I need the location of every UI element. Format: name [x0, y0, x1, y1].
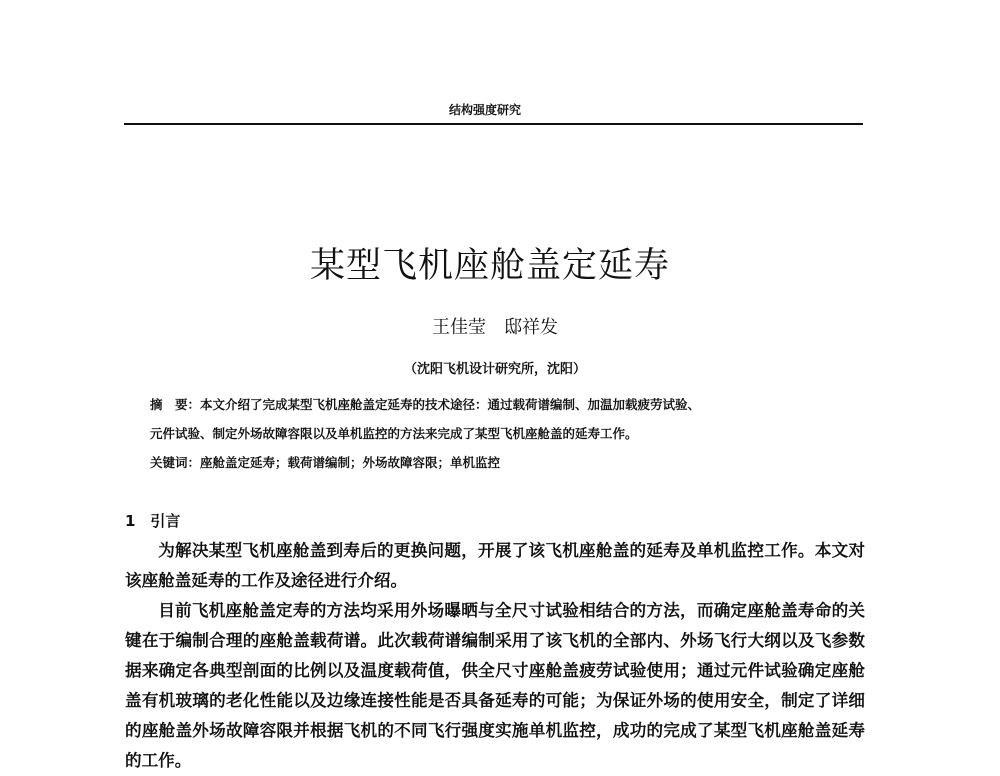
paper-title: 某型飞机座舱盖定延寿 [309, 246, 670, 286]
abstract-line-1 [150, 395, 700, 413]
keywords [150, 453, 500, 471]
keywords-label: 关键词： [150, 455, 201, 470]
running-head: 结构强度研究 [448, 103, 521, 117]
section-heading: 1 引言 [125, 512, 181, 530]
abstract-text: 本文介绍了完成某型飞机座舱盖定延寿的技术途径：通过载荷谱编制、加温加载疲劳试验、 [200, 397, 701, 412]
affiliation: （沈阳飞机设计研究所，沈阳） [403, 362, 586, 377]
abstract-line-2: 元件试验、制定外场故障容限以及单机监控的方法来完成了某型飞机座舱盖的延寿工作。 [150, 426, 638, 441]
abstract-label: 摘 要： [150, 397, 201, 412]
paragraph: 为解决某型飞机座舱盖到寿后的更换问题，开展了该飞机座舱盖的延寿及单机监控工作。本文对该座舱盖延寿的工作及途径进行介绍。 [125, 541, 865, 590]
section-body [125, 536, 865, 776]
keywords-text: 座舱盖定延寿；载荷谱编制；外场故障容限；单机监控 [200, 455, 501, 470]
header-rule [124, 123, 863, 125]
paragraph: 目前飞机座舱盖定寿的方法均采用外场曝晒与全尺寸试验相结合的方法，而确定座舱盖寿命的关键在于编制合理的座舱盖载荷谱。此次载荷谱编制采用了该飞机的全部内、外场飞行大纲以及飞参数据来确定各典型剖面的比例以及温度载荷值，供全尺寸座舱盖疲劳试验使用；通过元件试验确定座舱盖有机玻璃的老化性能以及边缘连接性能是否具备延寿的可能；为保证外场的使用安全，制定了详细的座舱盖外场故障容限并根据飞机的不同飞行强度实施单机监控，成功的完成了某型飞机座舱盖延寿的工作。 [125, 601, 865, 770]
authors: 王佳莹 邸祥发 [432, 317, 558, 338]
